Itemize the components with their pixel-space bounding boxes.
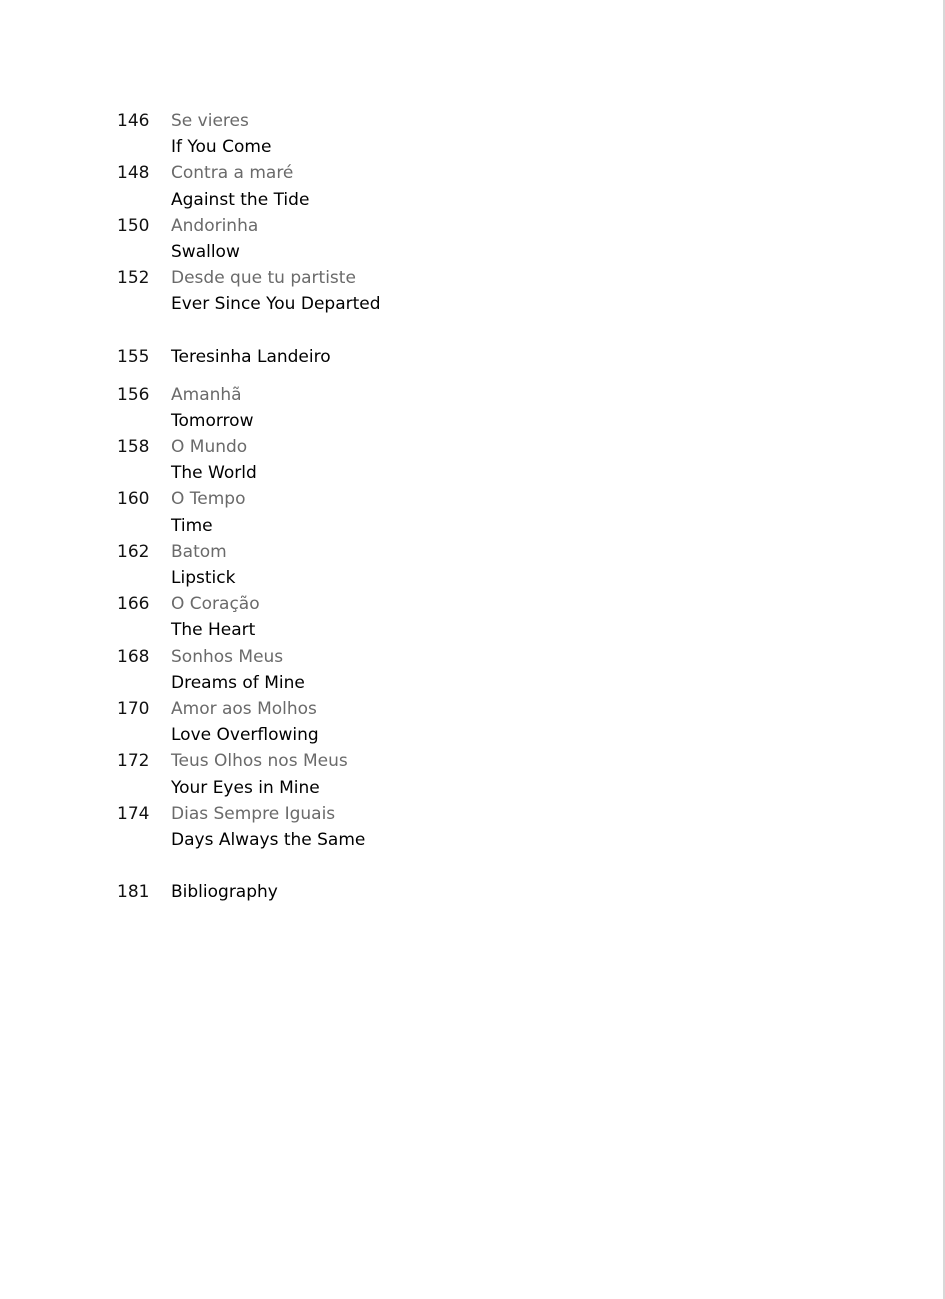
toc-row-translation [117,460,717,486]
original-title: Contra a maré [171,163,294,184]
section-heading [117,344,717,370]
translated-title: Against the Tide [171,189,310,210]
spacer [117,318,717,344]
translated-title: If You Come [171,137,272,158]
toc-row-translation [117,722,717,748]
page-number: 156 [117,384,150,405]
original-title: Amanhã [171,384,242,405]
toc-row-translation [117,565,717,591]
translated-title: The Heart [171,620,256,641]
toc-row-original [117,748,717,774]
toc-entry [117,108,717,160]
toc-entry [117,160,717,212]
toc-row-translation [117,670,717,696]
toc-row-original [117,108,717,134]
toc-row-original [117,591,717,617]
toc-entry [117,748,717,800]
table-of-contents [117,108,717,905]
page-number: 148 [117,163,150,184]
toc-entry [117,696,717,748]
translated-title: Love Overflowing [171,725,319,746]
page-number: 172 [117,751,150,772]
toc-entry [117,213,717,265]
toc-row-original [117,265,717,291]
translated-title: Time [171,515,213,536]
toc-entry [117,265,717,317]
page-number: 166 [117,594,150,615]
toc-row-original [117,434,717,460]
toc-row-original [117,644,717,670]
original-title: O Coração [171,594,260,615]
bibliography-entry [117,879,717,905]
toc-row-original [117,160,717,186]
original-title: Desde que tu partiste [171,268,356,289]
original-title: Batom [171,541,227,562]
toc-entry [117,539,717,591]
translated-title: Swallow [171,241,240,262]
original-title: Andorinha [171,215,259,236]
translated-title: Days Always the Same [171,829,366,850]
toc-row-translation [117,134,717,160]
spacer [117,370,717,382]
translated-title: Your Eyes in Mine [171,777,320,798]
toc-row-original [117,539,717,565]
toc-row-original [117,486,717,512]
page-number: 150 [117,215,150,236]
page-number: 155 [117,346,150,367]
spacer [117,853,717,879]
original-title: O Tempo [171,489,246,510]
page-number: 146 [117,111,150,131]
toc-row-original [117,382,717,408]
page-number: 160 [117,489,150,510]
toc-row-translation [117,617,717,643]
toc-row-translation [117,187,717,213]
original-title: Teus Olhos nos Meus [171,751,348,772]
toc-entry [117,382,717,434]
original-title: Amor aos Molhos [171,698,317,719]
toc-row-translation [117,291,717,317]
page-number: 152 [117,268,150,289]
toc-entry [117,644,717,696]
bibliography-title: Bibliography [171,882,278,903]
translated-title: Dreams of Mine [171,672,305,693]
translated-title: Lipstick [171,568,236,588]
page-number: 168 [117,646,150,667]
toc-entry [117,486,717,538]
toc-row-translation [117,775,717,801]
original-title: O Mundo [171,437,248,458]
page-number: 162 [117,541,150,562]
original-title: Se vieres [171,111,249,131]
toc-entry [117,434,717,486]
toc-row-translation [117,827,717,853]
original-title: Sonhos Meus [171,646,284,667]
page-number: 174 [117,803,150,824]
toc-row-original [117,696,717,722]
page-number: 181 [117,882,150,903]
translated-title: Ever Since You Departed [171,294,381,315]
toc-row-translation [117,513,717,539]
toc-row-translation [117,408,717,434]
page-number: 170 [117,698,150,719]
page-number: 158 [117,437,150,458]
translated-title: The World [171,463,257,484]
toc-row-translation [117,239,717,265]
toc-entry [117,801,717,853]
toc-entry [117,591,717,643]
translated-title: Tomorrow [171,410,254,431]
original-title: Dias Sempre Iguais [171,803,336,824]
toc-row-original [117,213,717,239]
toc-row-original [117,801,717,827]
section-title: Teresinha Landeiro [171,346,331,367]
